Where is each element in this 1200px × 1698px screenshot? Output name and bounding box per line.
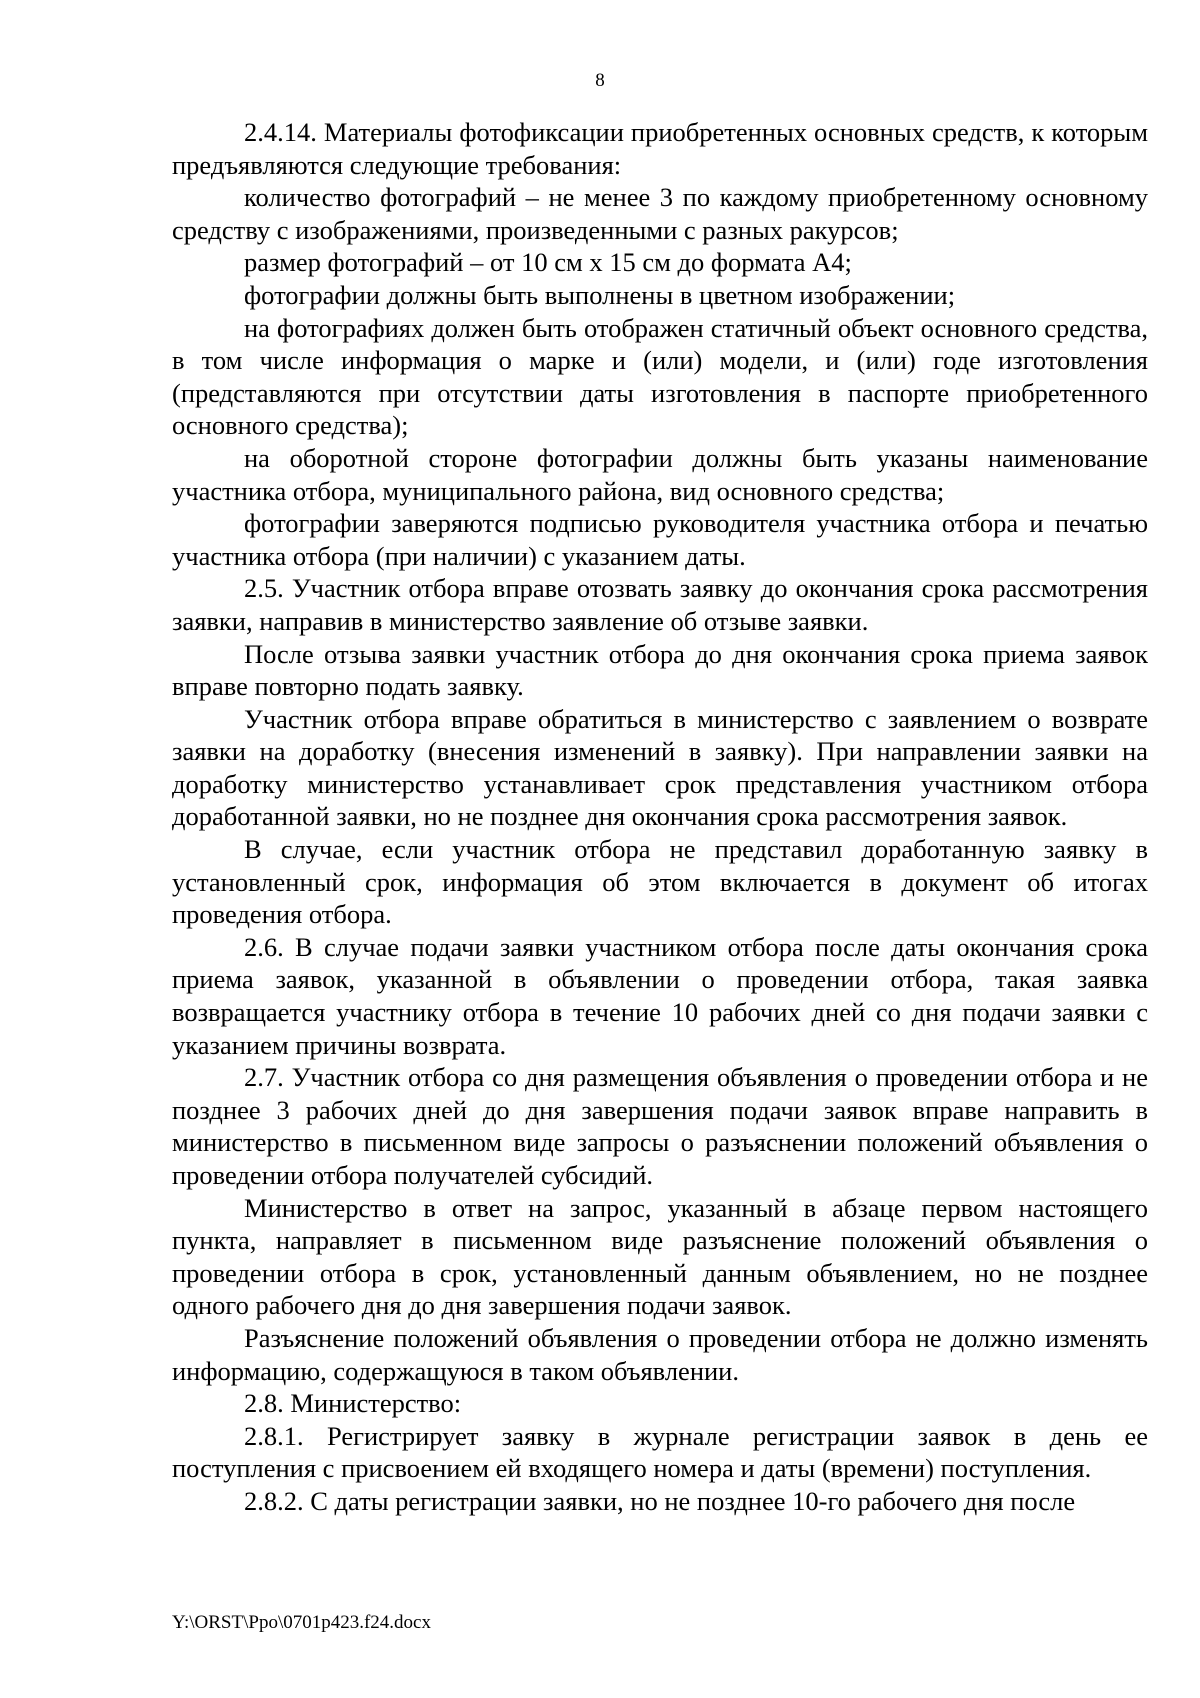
paragraph-photo-size: размер фотографий – от 10 см х 15 см до формата А4;: [244, 247, 852, 278]
paragraph-photo-object: на фотографиях должен быть отображен статичный объект основного средства, в том числе информация о марке и (или) модели, и (или) годе изготовления (представляются при отсутствии даты изготовления в паспорте приобретенного основного средства);: [172, 312, 1148, 441]
paragraph-2-8: 2.8. Министерство:: [244, 1388, 462, 1419]
paragraph-after-withdrawal: После отзыва заявки участник отбора до дня окончания срока приема заявок вправе повторно подать заявку.: [172, 638, 1148, 702]
paragraph-photo-color: фотографии должны быть выполнены в цветном изображении;: [244, 279, 956, 310]
paragraph-photo-count: количество фотографий – не менее 3 по каждому приобретенному основному средству с изображениями, произведенными с разных ракурсов;: [172, 182, 1148, 245]
paragraph-2-6: 2.6. В случае подачи заявки участником отбора после даты окончания срока приема заявок, указанной в объявлении о проведении отбора, такая заявка возвращается участнику отбора в течение 10 рабочих дней со дня подачи заявки с указанием причины возврата.: [172, 931, 1148, 1060]
footer-file-path: Y:\ORST\Ppo\0701p423.f24.docx: [172, 1612, 431, 1633]
paragraph-photo-backside: на оборотной стороне фотографии должны быть указаны наименование участника отбора, муниципального района, вид основного средства;: [172, 442, 1148, 506]
paragraph-revision-not-submitted: В случае, если участник отбора не представил доработанную заявку в установленный срок, информация об этом включается в документ об итогах проведения отбора.: [172, 834, 1148, 930]
paragraph-2-4-14: 2.4.14. Материалы фотофиксации приобретенных основных средств, к которым предъявляются следующие требования:: [172, 117, 1148, 180]
paragraph-2-8-2: 2.8.2. С даты регистрации заявки, но не позднее 10-го рабочего дня после: [244, 1485, 1076, 1516]
paragraph-clarification-rule: Разъяснение положений объявления о проведении отбора не должно изменять информацию, содержащуюся в таком объявлении.: [172, 1322, 1148, 1386]
paragraph-2-8-1: 2.8.1. Регистрирует заявку в журнале регистрации заявок в день ее поступления с присвоением ей входящего номера и даты (времени) поступления.: [172, 1420, 1148, 1484]
paragraph-return-for-revision: Участник отбора вправе обратиться в министерство с заявлением о возврате заявки на доработку (внесения изменений в заявку). При направлении заявки на доработку министерство устанавливает срок представления участником отбора доработанной заявки, но не позднее дня окончания срока рассмотрения заявок.: [172, 703, 1148, 832]
paragraph-ministry-response: Министерство в ответ на запрос, указанный в абзаце первом настоящего пункта, направляет в письменном виде разъяснение положений объявления о проведении отбора в срок, установленный данным объявлением, но не позднее одного рабочего дня до дня завершения подачи заявок.: [172, 1192, 1148, 1321]
document-body: [172, 116, 1148, 1518]
page-number: 8: [595, 70, 605, 91]
paragraph-2-7: 2.7. Участник отбора со дня размещения объявления о проведении отбора и не позднее 3 рабочих дней до дня завершения подачи заявок вправе направить в министерство в письменном виде запросы о разъяснении положений объявления о проведении отбора получателей субсидий.: [172, 1062, 1148, 1190]
paragraph-2-5: 2.5. Участник отбора вправе отозвать заявку до окончания срока рассмотрения заявки, направив в министерство заявление об отзыве заявки.: [172, 573, 1148, 636]
paragraph-photo-certification: фотографии заверяются подписью руководителя участника отбора и печатью участника отбора (при наличии) с указанием даты.: [172, 508, 1148, 571]
